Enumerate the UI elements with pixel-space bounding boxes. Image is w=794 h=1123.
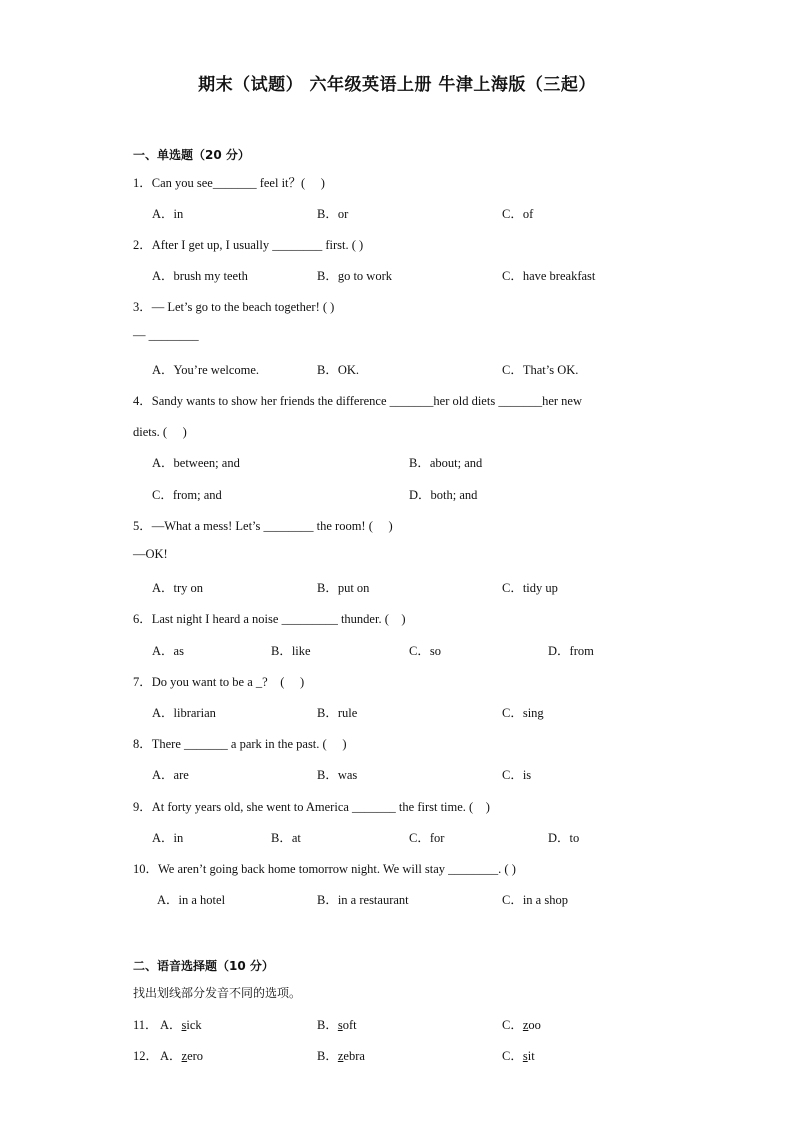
q11-option-c-underlined: z [522, 1018, 529, 1032]
q9-option-c[interactable]: C．for [409, 831, 445, 845]
q12-option-b-underlined: z [337, 1049, 344, 1063]
q8-option-c[interactable]: C．is [502, 768, 532, 782]
q11-option-c[interactable] [502, 1015, 541, 1033]
question-8-stem: 8．There _______ a park in the past. ( ) [133, 737, 347, 751]
section-heading-phonics: 二、语音选择题（10 分） [133, 959, 274, 973]
q3-option-a[interactable]: A．You’re welcome. [152, 363, 260, 377]
q12-option-a-label: A． [160, 1049, 182, 1063]
q11-option-b-rest: oft [342, 1018, 357, 1032]
q11-option-b[interactable] [317, 1015, 357, 1033]
q8-option-b[interactable]: B．was [317, 768, 358, 782]
question-12-number: 12． [133, 1049, 159, 1063]
question-4-stem-continued: diets. ( ) [133, 425, 187, 439]
question-10-stem: 10．We aren’t going back home tomorrow night. We will stay ________. ( ) [133, 862, 516, 876]
q11-option-a-label: A． [160, 1018, 182, 1032]
question-2-stem: 2．After I get up, I usually ________ first. ( ) [133, 238, 364, 252]
q11-option-a-underlined: s [181, 1018, 187, 1032]
q6-option-a[interactable]: A．as [152, 644, 184, 658]
q1-option-b[interactable]: B．or [317, 207, 349, 221]
q10-option-b[interactable]: B．in a restaurant [317, 893, 409, 907]
q3-option-b[interactable]: B．OK. [317, 363, 360, 377]
q1-option-c[interactable]: C．of [502, 207, 534, 221]
q12-option-b[interactable] [317, 1046, 365, 1064]
q3-option-c[interactable]: C．That’s OK. [502, 363, 579, 377]
page-title: 期末（试题） 六年级英语上册 牛津上海版（三起） [198, 75, 596, 95]
q5-option-a[interactable]: A．try on [152, 581, 204, 595]
question-5-reply: —OK! [133, 547, 168, 561]
q2-option-a[interactable]: A．brush my teeth [152, 269, 248, 283]
question-3-stem: 3．— Let’s go to the beach together! ( ) [133, 300, 335, 314]
q9-option-b[interactable]: B．at [271, 831, 301, 845]
q7-option-b[interactable]: B．rule [317, 706, 358, 720]
q1-option-a[interactable]: A．in [152, 207, 184, 221]
q11-option-c-label: C． [502, 1018, 523, 1032]
q11-option-b-label: B． [317, 1018, 338, 1032]
question-11-number: 11． [133, 1018, 158, 1032]
q12-option-a[interactable] [160, 1046, 203, 1064]
question-6-stem: 6．Last night I heard a noise _________ thunder. ( ) [133, 612, 406, 626]
q8-option-a[interactable]: A．are [152, 768, 189, 782]
q9-option-d[interactable]: D．to [548, 831, 580, 845]
q11-option-a[interactable] [160, 1015, 202, 1033]
q6-option-b[interactable]: B．like [271, 644, 311, 658]
q4-option-c[interactable]: C．from; and [152, 488, 222, 502]
q12-option-a-rest: ero [187, 1049, 204, 1063]
q12-option-c[interactable] [502, 1046, 535, 1064]
q12-option-b-label: B． [317, 1049, 338, 1063]
q4-option-b[interactable]: B．about; and [409, 456, 483, 470]
section-heading-single-choice: 一、单选题（20 分） [133, 148, 250, 162]
q10-option-a[interactable]: A．in a hotel [157, 893, 226, 907]
question-5-stem: 5．—What a mess! Let’s ________ the room! ( ) [133, 519, 393, 533]
q12-option-c-label: C． [502, 1049, 523, 1063]
q6-option-d[interactable]: D．from [548, 644, 594, 658]
q11-option-b-underlined: s [337, 1018, 343, 1032]
q4-option-a[interactable]: A．between; and [152, 456, 240, 470]
question-1-stem: 1．Can you see_______ feel it？( ) [133, 176, 325, 190]
section-instruction: 找出划线部分发音不同的选项。 [133, 986, 302, 1000]
q10-option-c[interactable]: C．in a shop [502, 893, 568, 907]
q11-option-c-rest: oo [528, 1018, 541, 1032]
q7-option-c[interactable]: C．sing [502, 706, 544, 720]
q2-option-c[interactable]: C．have breakfast [502, 269, 596, 283]
question-4-stem: 4．Sandy wants to show her friends the difference _______her old diets _______her new [133, 394, 582, 408]
q7-option-a[interactable]: A．librarian [152, 706, 216, 720]
q6-option-c[interactable]: C．so [409, 644, 441, 658]
question-9-stem: 9．At forty years old, she went to America _______ the first time. ( ) [133, 800, 490, 814]
q9-option-a[interactable]: A．in [152, 831, 184, 845]
q12-option-a-underlined: z [181, 1049, 188, 1063]
q5-option-c[interactable]: C．tidy up [502, 581, 558, 595]
question-3-reply: — ________ [133, 328, 199, 342]
q2-option-b[interactable]: B．go to work [317, 269, 393, 283]
q5-option-b[interactable]: B．put on [317, 581, 370, 595]
q12-option-c-underlined: s [522, 1049, 528, 1063]
question-7-stem: 7．Do you want to be a _? ( ) [133, 675, 305, 689]
q12-option-b-rest: ebra [343, 1049, 365, 1063]
q11-option-a-rest: ick [186, 1018, 202, 1032]
q12-option-c-rest: it [527, 1049, 535, 1063]
q4-option-d[interactable]: D．both; and [409, 488, 478, 502]
